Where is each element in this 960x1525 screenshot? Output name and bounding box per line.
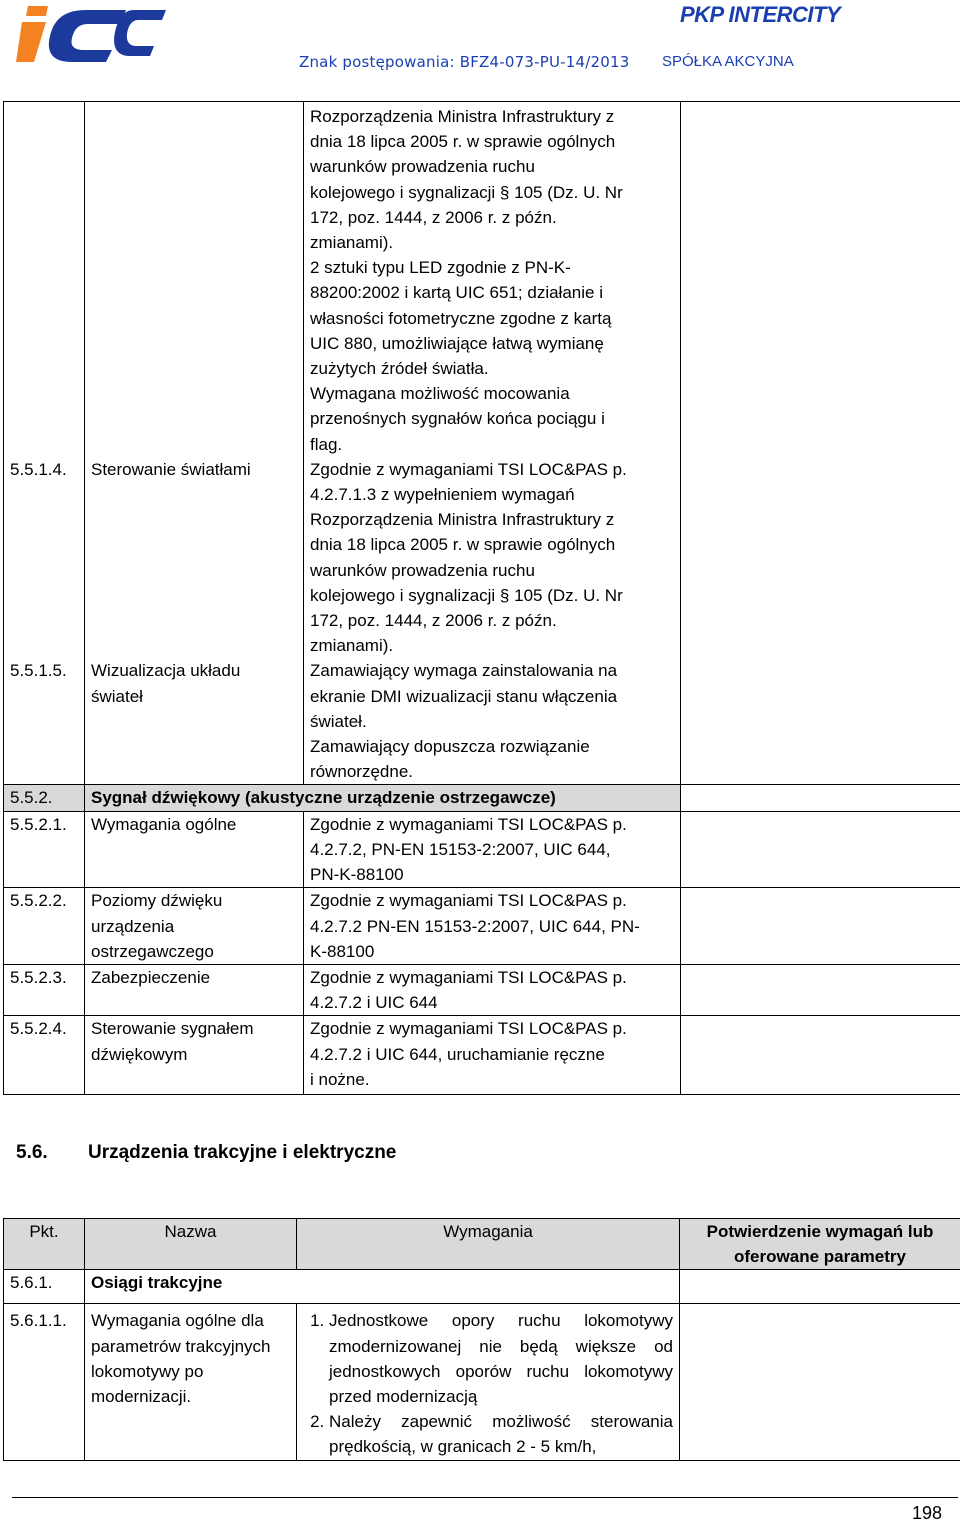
table-row bbox=[4, 888, 960, 965]
group-title: Osiągi trakcyjne bbox=[85, 1270, 680, 1304]
table-row bbox=[4, 1304, 960, 1460]
confirmation-cell[interactable] bbox=[680, 1304, 960, 1460]
requirement-cell: Zgodnie z wymaganiami TSI LOC&PAS p. 4.2.7.2 i UIC 644, uruchamianie ręczne i nożne. bbox=[304, 1016, 681, 1095]
confirmation-cell[interactable] bbox=[681, 102, 960, 457]
requirement-cell: Rozporządzenia Ministra Infrastruktury z dnia 18 lipca 2005 r. w sprawie ogólnych warunków prowadzenia ruchu kolejowego i sygnalizacji § 105 (Dz. U. Nr 172, poz. 1444, z 2006 r. z późn. zmianami). 2 sztuki typu LED zgodnie z PN-K- 88200:2002 i kartą UIC 651; działanie i własności fotometryczne zgodne z kartą UIC 880, umożliwiające łatwą wymianę zużytych źródeł światła. Wymagana możliwość mocowania przenośnych sygnałów końca pociągu i flag. bbox=[304, 102, 681, 457]
confirmation-cell[interactable] bbox=[681, 888, 960, 965]
table-row bbox=[4, 964, 960, 1015]
item-name: Sterowanie sygnałem dźwiękowym bbox=[85, 1016, 304, 1095]
table-row bbox=[4, 457, 960, 659]
item-number: 5.5.1.4. bbox=[4, 457, 85, 659]
confirmation-cell[interactable] bbox=[681, 1016, 960, 1095]
list-item: 2. Należy zapewnić możliwość sterowania prędkością, w granicach 2 - 5 km/h, bbox=[329, 1409, 673, 1459]
group-title: Sygnał dźwiękowy (akustyczne urządzenie ostrzegawcze) bbox=[85, 785, 681, 811]
item-name: Poziomy dźwięku urządzenia ostrzegawczego bbox=[85, 888, 304, 965]
ic-logo bbox=[16, 4, 166, 66]
item-number: 5.6.1. bbox=[4, 1270, 85, 1304]
section-heading bbox=[16, 1142, 396, 1164]
confirmation-cell[interactable] bbox=[681, 964, 960, 1015]
table-row bbox=[4, 1016, 960, 1095]
requirement-cell: Zgodnie z wymaganiami TSI LOC&PAS p. 4.2.7.2 PN-EN 15153-2:2007, UIC 644, PN- K-88100 bbox=[304, 888, 681, 965]
table-row bbox=[4, 102, 960, 457]
column-header-nazwa: Nazwa bbox=[85, 1219, 297, 1270]
item-name: Wymagania ogólne dla parametrów trakcyjnych lokomotywy po modernizacji. bbox=[85, 1304, 297, 1460]
item-number: 5.6.1.1. bbox=[4, 1304, 85, 1460]
requirement-cell: Zgodnie z wymaganiami TSI LOC&PAS p. 4.2.7.2, PN-EN 15153-2:2007, UIC 644, PN-K-88100 bbox=[304, 811, 681, 888]
column-header-wymagania: Wymagania bbox=[297, 1219, 680, 1270]
table-header-row bbox=[4, 1219, 960, 1270]
item-number: 5.5.2. bbox=[4, 785, 85, 811]
item-number: 5.5.2.1. bbox=[4, 811, 85, 888]
requirement-cell: Zgodnie z wymaganiami TSI LOC&PAS p. 4.2.7.1.3 z wypełnieniem wymagań Rozporządzenia Ministra Infrastruktury z dnia 18 lipca 2005 r. w sprawie ogólnych warunków prowadzenia ruchu kolejowego i sygnalizacji § 105 (Dz. U. Nr 172, poz. 1444, z 2006 r. z późn. zmianami). bbox=[304, 457, 681, 659]
reference-number: Znak postępowania: BFZ4-073-PU-14/2013 bbox=[299, 53, 630, 71]
section-title: Urządzenia trakcyjne i elektryczne bbox=[88, 1142, 397, 1163]
confirmation-cell[interactable] bbox=[680, 1270, 960, 1304]
table-row bbox=[4, 658, 960, 785]
requirement-cell: Zamawiający wymaga zainstalowania na ekranie DMI wizualizacji stanu włączenia świateł. Zamawiający dopuszcza rozwiązanie równorzędne. bbox=[304, 658, 681, 785]
item-number: 5.5.2.3. bbox=[4, 964, 85, 1015]
footer-divider bbox=[12, 1497, 958, 1498]
brand-name: PKP INTERCITY bbox=[680, 2, 841, 27]
column-header-potwierdzenie: Potwierdzenie wymagań lub oferowane parametry bbox=[680, 1219, 960, 1270]
requirement-cell bbox=[297, 1304, 680, 1460]
page-header bbox=[0, 0, 960, 82]
item-number: 5.5.1.5. bbox=[4, 658, 85, 785]
item-name: Zabezpieczenie bbox=[85, 964, 304, 1015]
confirmation-cell[interactable] bbox=[681, 457, 960, 659]
confirmation-cell[interactable] bbox=[681, 785, 960, 811]
spec-table bbox=[3, 101, 960, 1095]
company-type: SPÓŁKA AKCYJNA bbox=[662, 53, 794, 70]
section-number: 5.6. bbox=[16, 1142, 48, 1163]
list-item: 1. Jednostkowe opory ruchu lokomotywy zmodernizowanej nie będą większe od jednostkowych oporów ruchu lokomotywy przed modernizacją bbox=[329, 1308, 673, 1409]
confirmation-cell[interactable] bbox=[681, 811, 960, 888]
table-row bbox=[4, 811, 960, 888]
table-row-group-header bbox=[4, 785, 960, 811]
confirmation-cell[interactable] bbox=[681, 658, 960, 785]
page-number: 198 bbox=[912, 1503, 943, 1523]
requirement-cell: Zgodnie z wymaganiami TSI LOC&PAS p. 4.2.7.2 i UIC 644 bbox=[304, 964, 681, 1015]
item-number: 5.5.2.4. bbox=[4, 1016, 85, 1095]
requirement-list bbox=[301, 1308, 673, 1459]
item-name: Sterowanie światłami bbox=[85, 457, 304, 659]
item-number: 5.5.2.2. bbox=[4, 888, 85, 965]
column-header-pkt: Pkt. bbox=[4, 1219, 85, 1270]
traction-table bbox=[3, 1218, 960, 1461]
table-row-group-header bbox=[4, 1270, 960, 1304]
item-name: Wizualizacja układu świateł bbox=[85, 658, 304, 785]
item-name: Wymagania ogólne bbox=[85, 811, 304, 888]
